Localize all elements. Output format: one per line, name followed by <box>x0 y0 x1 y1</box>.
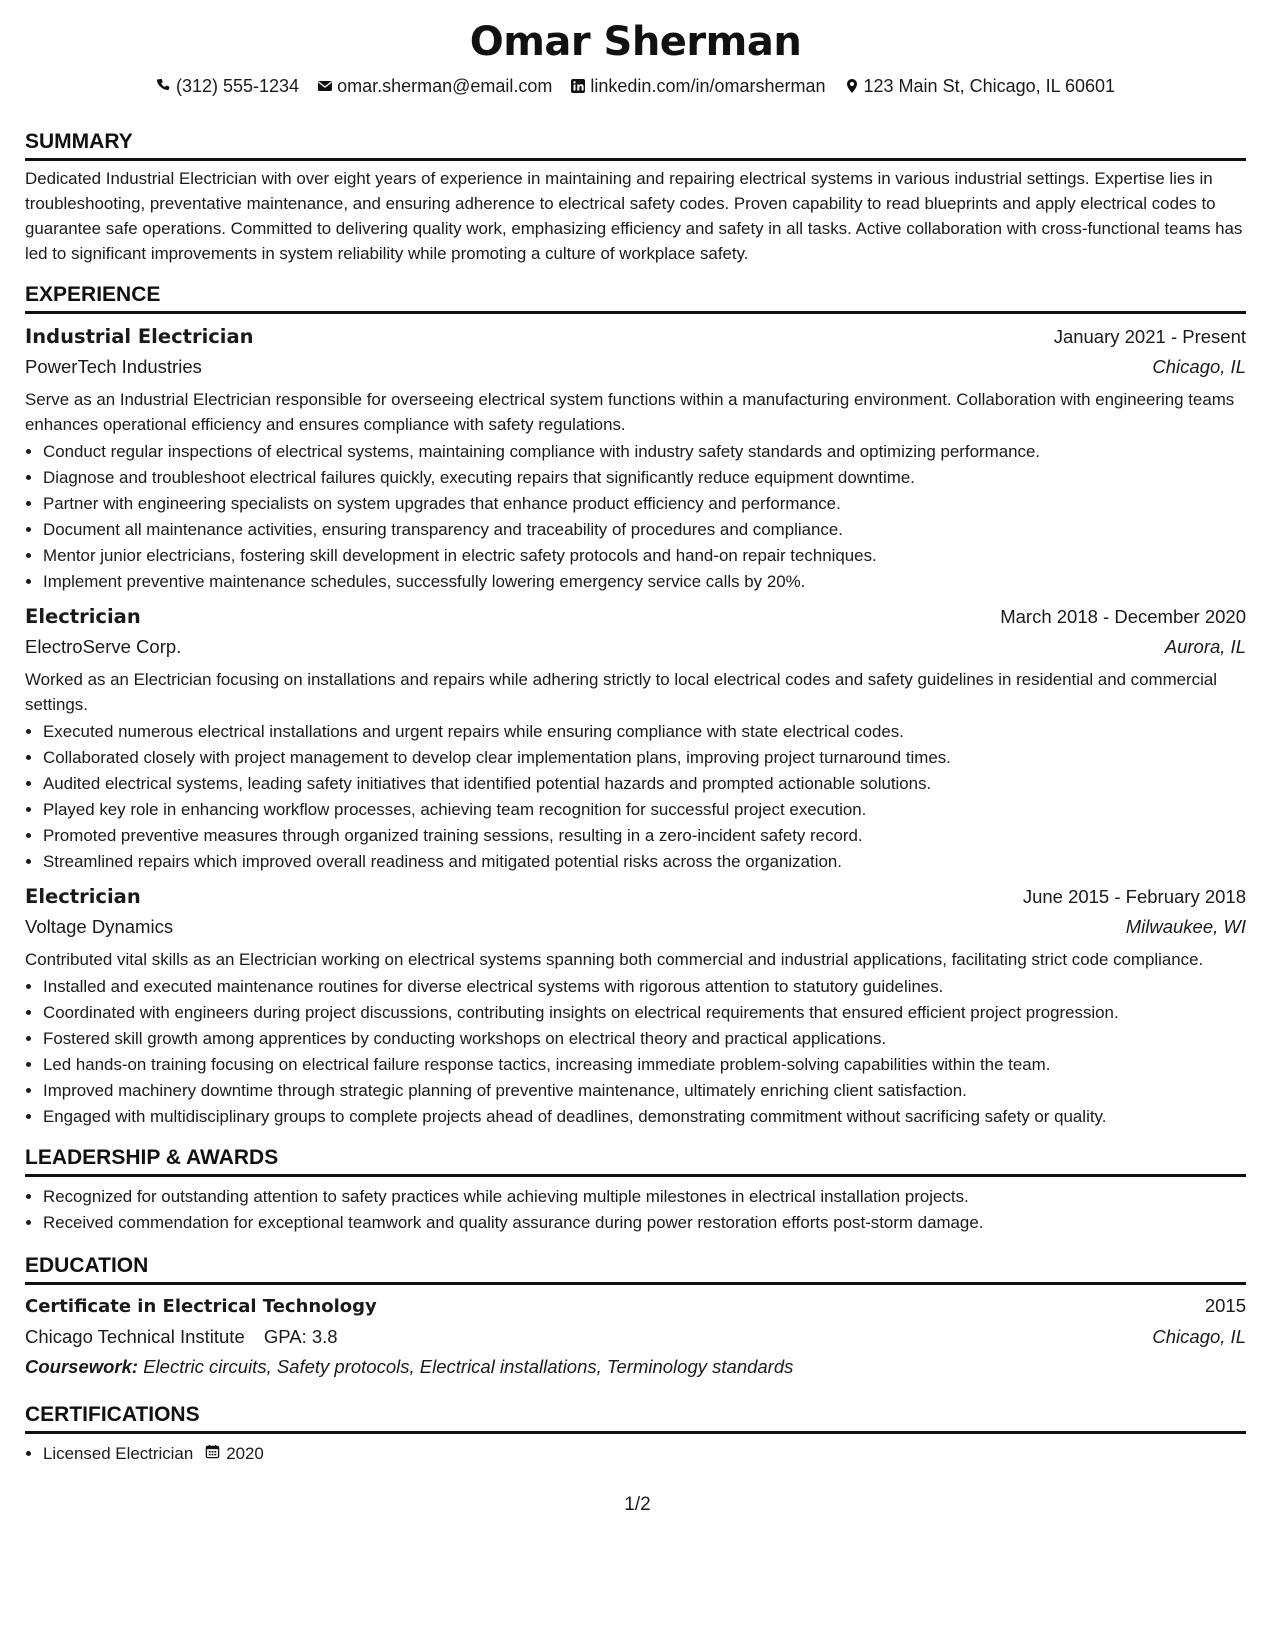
email-link[interactable]: omar.sherman@email.com <box>337 76 553 96</box>
job-title: Electrician <box>25 605 141 628</box>
job-description: Contributed vital skills as an Electrician working on electrical systems spanning both commercial and industrial applications, facilitating strict code compliance. <box>25 950 1204 969</box>
list-item: • Partner with engineering specialists on system upgrades that enhance product efficiency and performance. <box>43 491 1246 516</box>
calendar-icon <box>205 1441 220 1466</box>
job-location: Aurora, IL <box>1164 636 1246 657</box>
leadership-bullets <box>25 1184 1246 1235</box>
job-entry <box>25 322 1246 594</box>
list-item: • Coordinated with engineers during project discussions, contributing insights on electrical requirements that ensured efficient project progression. <box>43 1000 1246 1025</box>
contact-email[interactable] <box>317 74 552 98</box>
summary-heading: SUMMARY <box>25 129 1246 161</box>
list-item: • Mentor junior electricians, fostering skill development in electric safety protocols and hand-on repair techniques. <box>43 543 1246 568</box>
list-item: • Received commendation for exceptional teamwork and quality assurance during power restoration efforts post-storm damage. <box>43 1210 1246 1235</box>
list-item: • Improved machinery downtime through strategic planning of preventive maintenance, ultimately enriching client satisfaction. <box>43 1078 1246 1103</box>
degree-title: Certificate in Electrical Technology <box>25 1296 377 1317</box>
envelope-icon <box>317 78 333 94</box>
job-description: Serve as an Industrial Electrician responsible for overseeing electrical system functions within a manufacturing environment. Collaboration with engineering teams enhances operational efficiency and ensures compliance with safety regulations. <box>25 390 1235 434</box>
gpa: GPA: 3.8 <box>263 1326 338 1347</box>
coursework-line <box>25 1352 1246 1382</box>
phone-icon <box>156 78 172 94</box>
company-name: PowerTech Industries <box>25 356 202 377</box>
summary-text: Dedicated Industrial Electrician with over eight years of experience in maintaining and repairing electrical systems in various industrial settings. Expertise lies in troubleshooting, preventative maintenance, and ensuring adherence to electrical safety codes. Proven capability to read blueprints and apply electrical codes to guarantee safe operations. Committed to delivering quality work, emphasizing efficiency and safety in all tasks. Active collaboration with cross-functional teams has led to significant improvements in system reliability while promoting a culture of workplace safety. <box>25 169 1243 263</box>
job-dates: June 2015 - February 2018 <box>1022 886 1246 907</box>
education-entry <box>25 1291 1246 1382</box>
job-bullets <box>25 974 1246 1129</box>
school-line <box>25 1322 338 1352</box>
list-item: • Diagnose and troubleshoot electrical failures quickly, executing repairs that significantly reduce equipment downtime. <box>43 465 1246 490</box>
experience-heading: EXPERIENCE <box>25 282 1246 314</box>
list-item <box>43 1441 1246 1466</box>
company-name: ElectroServe Corp. <box>25 636 182 657</box>
job-description: Worked as an Electrician focusing on installations and repairs while adhering strictly to local electrical codes and safety guidelines in residential and commercial settings. <box>25 670 1218 714</box>
phone-text: (312) 555-1234 <box>175 76 300 96</box>
contact-bar <box>25 74 1246 98</box>
company-name: Voltage Dynamics <box>25 916 174 937</box>
list-item: • Implement preventive maintenance schedules, successfully lowering emergency service calls by 20%. <box>43 569 1246 594</box>
list-item: • Fostered skill growth among apprentices by conducting workshops on electrical theory and practical applications. <box>43 1026 1246 1051</box>
leadership-heading: LEADERSHIP & AWARDS <box>25 1145 1246 1177</box>
candidate-name: Omar Sherman <box>469 19 802 65</box>
job-entry <box>25 602 1246 874</box>
list-item: • Collaborated closely with project management to develop clear implementation plans, improving project turnaround times. <box>43 745 1246 770</box>
list-item: • Led hands-on training focusing on electrical failure response tactics, increasing immediate problem-solving capabilities within the team. <box>43 1052 1246 1077</box>
list-item: • Promoted preventive measures through organized training sessions, resulting in a zero-incident safety record. <box>43 823 1246 848</box>
job-entry <box>25 882 1246 1129</box>
job-location: Chicago, IL <box>1152 356 1246 377</box>
certifications-list <box>25 1441 1246 1466</box>
education-year: 2015 <box>1204 1295 1246 1316</box>
contact-phone <box>156 74 299 98</box>
contact-address <box>844 74 1116 98</box>
list-item: • Audited electrical systems, leading safety initiatives that identified potential hazards and prompted actionable solutions. <box>43 771 1246 796</box>
list-item: • Document all maintenance activities, ensuring transparency and traceability of procedures and compliance. <box>43 517 1246 542</box>
job-location: Milwaukee, WI <box>1125 916 1246 937</box>
education-heading: EDUCATION <box>25 1253 1246 1285</box>
resume-page <box>25 18 1246 1467</box>
job-bullets <box>25 719 1246 874</box>
certification-name: • Licensed Electrician <box>43 1444 194 1463</box>
list-item: • Executed numerous electrical installations and urgent repairs while ensuring compliance with state electrical codes. <box>43 719 1246 744</box>
list-item: • Installed and executed maintenance routines for diverse electrical systems with rigorous attention to statutory guidelines. <box>43 974 1246 999</box>
job-dates: January 2021 - Present <box>1053 326 1246 347</box>
linkedin-icon <box>570 78 586 94</box>
coursework-list: Electric circuits, Safety protocols, Electrical installations, Terminology standards <box>143 1356 794 1377</box>
certifications-heading: CERTIFICATIONS <box>25 1402 1246 1434</box>
page-number: 1/2 <box>624 1494 651 1515</box>
list-item: • Conduct regular inspections of electrical systems, maintaining compliance with industry safety standards and optimizing performance. <box>43 439 1246 464</box>
job-dates: March 2018 - December 2020 <box>1000 606 1246 627</box>
list-item: • Engaged with multidisciplinary groups to complete projects ahead of deadlines, demonstrating commitment without sacrificing safety or quality. <box>43 1104 1246 1129</box>
address-text: 123 Main St, Chicago, IL 60601 <box>863 76 1116 96</box>
map-pin-icon <box>844 78 860 94</box>
school-name: Chicago Technical Institute <box>25 1326 245 1347</box>
job-title: Industrial Electrician <box>25 325 254 348</box>
coursework-label: Coursework: <box>25 1356 139 1377</box>
job-bullets <box>25 439 1246 594</box>
school-location: Chicago, IL <box>1152 1326 1246 1347</box>
linkedin-link[interactable]: linkedin.com/in/omarsherman <box>590 76 826 96</box>
list-item: • Streamlined repairs which improved overall readiness and mitigated potential risks across the organization. <box>43 849 1246 874</box>
contact-linkedin[interactable] <box>570 74 825 98</box>
list-item: • Played key role in enhancing workflow processes, achieving team recognition for successful project execution. <box>43 797 1246 822</box>
list-item: • Recognized for outstanding attention to safety practices while achieving multiple milestones in electrical installation projects. <box>43 1184 1246 1209</box>
certification-year: 2020 <box>226 1444 264 1463</box>
job-title: Electrician <box>25 885 141 908</box>
